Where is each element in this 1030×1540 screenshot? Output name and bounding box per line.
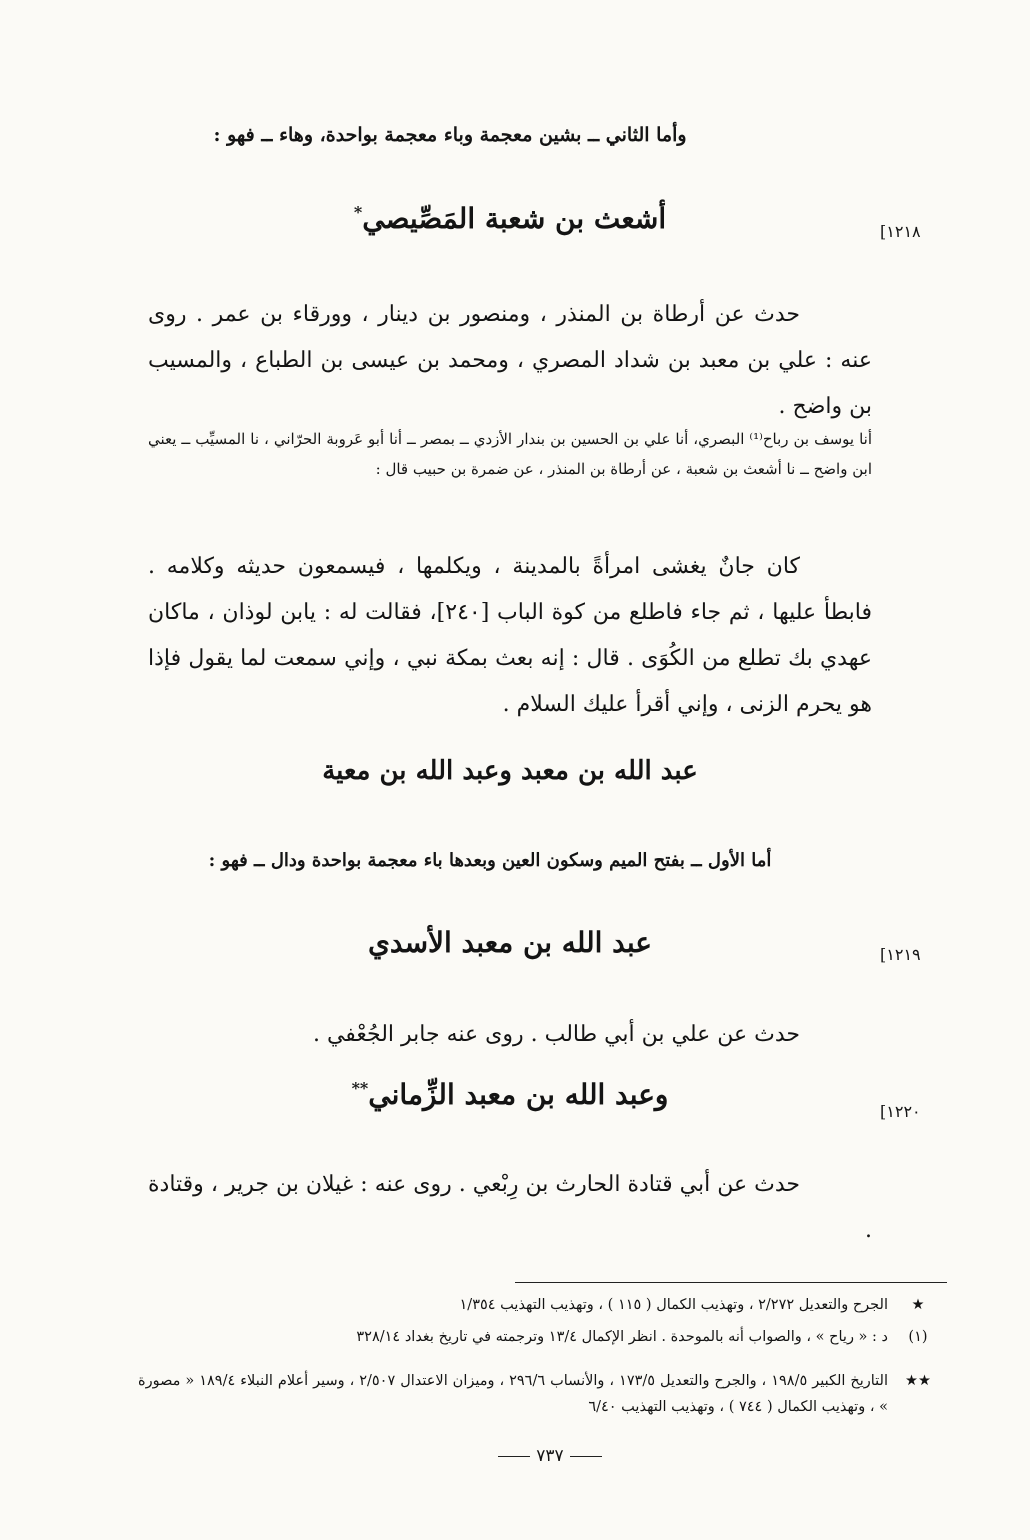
entry-number-1220: [١٢٢٠ xyxy=(880,1102,921,1121)
footnote-mark: ★ xyxy=(911,1297,925,1313)
footnote-rule xyxy=(515,1282,947,1283)
entry-title-mark: * xyxy=(353,202,363,222)
entry-body-text: حدث عن أرطاة بن المنذر ، ومنصور بن دينار ، وورقاء بن عمر . روى عنه : علي بن معبد بن شداد المصري ، ومحمد بن عيسى بن الطباع ، والمسيب بن واضح . xyxy=(148,302,872,419)
entry-title-1220 xyxy=(250,1078,770,1111)
entry-body-1218 xyxy=(148,292,872,430)
footnote xyxy=(138,1324,948,1350)
footnote-text: د : « رياح » ، والصواب أنه بالموحدة . انظر الإكمال ١٣/٤ وترجمته في تاريخ بغداد ٣٢٨/١٤ xyxy=(356,1329,888,1345)
page-number xyxy=(470,1446,630,1466)
entry-body-text: حدث عن علي بن أبي طالب . روى عنه جابر الجُعْفي . xyxy=(312,1022,800,1047)
entry-title-1218 xyxy=(250,202,770,235)
entry-number-1219: [١٢١٩ xyxy=(880,945,921,964)
footnote-mark: (١) xyxy=(908,1329,928,1345)
entry-body-1220 xyxy=(148,1162,872,1254)
page-number-text: ٧٣٧ xyxy=(536,1446,564,1466)
entry-title-text: أشعث بن شعبة المَصِّيصي xyxy=(362,202,667,235)
entry-body-text: حدث عن أبي قتادة الحارث بن رِبْعي . روى عنه : غيلان بن جرير ، وقتادة . xyxy=(148,1172,872,1243)
entry-number-1218: [١٢١٨ xyxy=(880,222,921,241)
footnote-text: الجرح والتعديل ٢/٢٧٢ ، وتهذيب الكمال ( ١١٥ ) ، وتهذيب التهذيب ١/٣٥٤ xyxy=(459,1297,888,1313)
intro-line: وأما الثاني ــ بشين معجمة وباء معجمة بواحدة، وهاء ــ فهو : xyxy=(213,124,687,146)
hadith-text: كان جانٌ يغشى امرأةً بالمدينة ، ويكلمها ، فيسمعون حديثه وكلامه . فابطأ عليها ، ثم جاء فاطلع من كوة الباب [٢٤٠]، فقالت له : يابن لوذان ، ماكان عهدي بك تطلع من الكُوَى . قال : إنه بعث بمكة نبي ، وإني سمعت لما يقول فإذا هو يحرم الزنى ، وإني أقرأ عليك السلام . xyxy=(148,554,873,717)
entry-title-1219: عبد الله بن معبد الأسدي xyxy=(367,926,653,959)
entry-body-1219 xyxy=(148,1012,872,1058)
section-title: عبد الله بن معبد وعبد الله بن معية xyxy=(322,756,698,786)
hadith-1218 xyxy=(148,544,872,728)
footnote-mark: ★★ xyxy=(905,1373,931,1389)
footnote xyxy=(138,1292,948,1318)
isnad-1218: أنا يوسف بن رباح⁽¹⁾ البصري، أنا علي بن الحسين بن بندار الأزدي ــ بمصر ــ أنا أبو عَروبة الحرّاني ، نا المسيِّب ــ يعني ابن واضح ــ نا أشعث بن شعبة ، عن أرطاة بن المنذر ، عن ضمرة بن حبيب قال : xyxy=(148,430,873,478)
entry-title-text: وعبد الله بن معبد الزِّماني xyxy=(368,1078,669,1111)
footnote-text: التاريخ الكبير ١٩٨/٥ ، والجرح والتعديل ١٧٣/٥ ، والأنساب ٢٩٦/٦ ، وميزان الاعتدال ٢/٥٠٧ ، وسير أعلام النبلاء ١٨٩/٤ « مصورة » ، وتهذيب الكمال ( ٧٤٤ ) ، وتهذيب التهذيب ٦/٤٠ xyxy=(138,1373,889,1415)
footnote xyxy=(138,1368,948,1420)
section-subtitle: أما الأول ــ بفتح الميم وسكون العين وبعدها باء معجمة بواحدة ودال ــ فهو : xyxy=(208,850,772,871)
entry-title-mark: ** xyxy=(351,1078,369,1098)
